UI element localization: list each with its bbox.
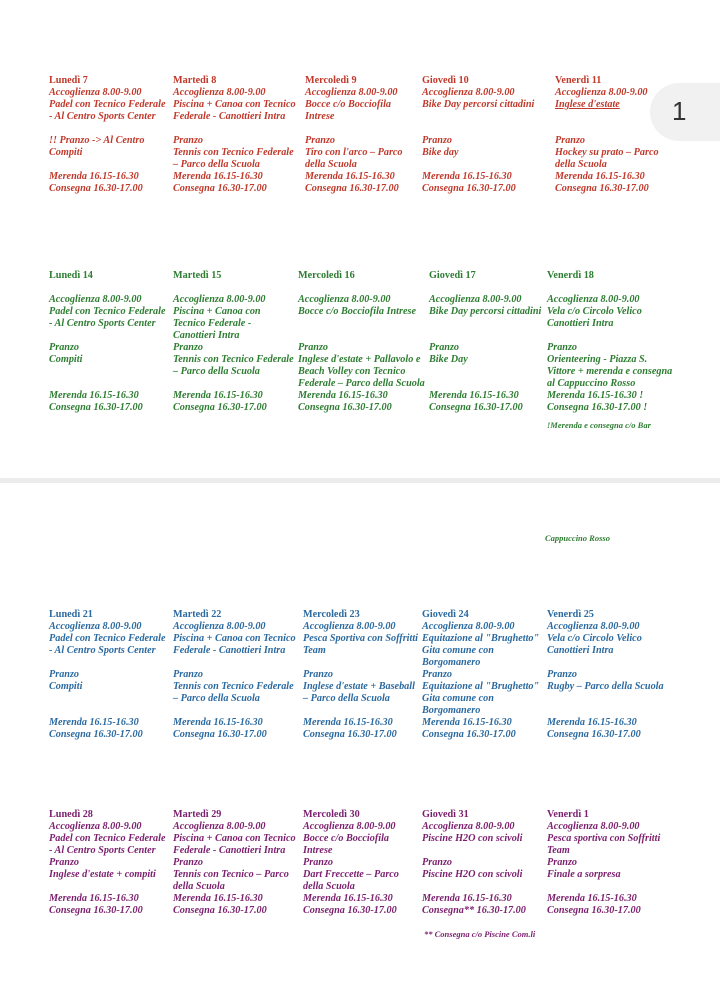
schedule-line: Piscine H2O con scivoli <box>422 833 523 844</box>
schedule-line: Pranzo <box>173 135 204 146</box>
schedule-line: Consegna 16.30-17.00 <box>298 402 392 413</box>
schedule-line: Bocce c/o Bocciofila <box>305 99 391 110</box>
schedule-line: Accoglienza 8.00-9.00 <box>49 821 142 832</box>
schedule-line: Merenda 16.15-16.30 <box>49 717 139 728</box>
schedule-line <box>555 111 659 123</box>
schedule-line: Inglese d'estate <box>555 99 620 110</box>
schedule-line: Pranzo <box>298 342 329 353</box>
schedule-line: Consegna 16.30-17.00 <box>429 402 523 413</box>
day-column <box>555 75 659 195</box>
schedule-line: Pranzo <box>49 857 80 868</box>
schedule-line: Pranzo <box>547 669 578 680</box>
schedule-line: Accoglienza 8.00-9.00 <box>555 87 648 98</box>
schedule-line: Consegna 16.30-17.00 <box>173 905 267 916</box>
day-title: Giovedì 31 <box>422 809 469 820</box>
schedule-line: Canottieri Intra <box>173 330 240 341</box>
schedule-line: Team <box>303 645 326 656</box>
schedule-line: Pesca sportiva con Soffritti <box>547 833 661 844</box>
day-title: Martedì 15 <box>173 270 222 281</box>
schedule-line: Merenda 16.15-16.30 <box>303 893 393 904</box>
schedule-line: Intrese <box>303 845 333 856</box>
schedule-line: Rugby – Parco della Scuola <box>547 681 664 692</box>
schedule-line: Accoglienza 8.00-9.00 <box>305 87 398 98</box>
schedule-line: Dart Freccette – Parco <box>303 869 399 880</box>
schedule-line <box>49 159 165 171</box>
day-column <box>173 809 296 917</box>
schedule-line: Pranzo <box>555 135 586 146</box>
schedule-line: Equitazione al "Brughetto" <box>422 681 540 692</box>
schedule-line: Merenda 16.15-16.30 <box>555 171 645 182</box>
schedule-line: della Scuola <box>173 881 225 892</box>
schedule-line: Accoglienza 8.00-9.00 <box>49 621 142 632</box>
schedule-line: Bike Day percorsi cittadini <box>422 99 535 110</box>
schedule-line: Beach Volley con Tecnico <box>298 366 406 377</box>
day-column <box>49 75 165 195</box>
schedule-line: Merenda 16.15-16.30 ! <box>547 390 644 401</box>
schedule-line: Borgomanero <box>422 705 481 716</box>
day-column <box>49 809 165 917</box>
day-title: Giovedì 24 <box>422 609 469 620</box>
day-title: Lunedì 28 <box>49 809 93 820</box>
schedule-line: Accoglienza 8.00-9.00 <box>173 821 266 832</box>
schedule-line: Pranzo <box>173 857 204 868</box>
schedule-line: Piscina + Canoa con Tecnico <box>173 833 296 844</box>
schedule-line: Accoglienza 8.00-9.00 <box>298 294 391 305</box>
schedule-line: Tennis con Tecnico Federale <box>173 354 294 365</box>
schedule-line: Tennis con Tecnico Federale <box>173 681 294 692</box>
schedule-line: Consegna 16.30-17.00 <box>49 905 143 916</box>
schedule-line: Federale – Parco della Scuola <box>298 378 425 389</box>
schedule-line: Inglese d'estate + compiti <box>49 869 156 880</box>
schedule-line: Bike Day <box>429 354 468 365</box>
schedule-line: Inglese d'estate + Pallavolo e <box>298 354 421 365</box>
schedule-line: Consegna 16.30-17.00 <box>547 729 641 740</box>
schedule-line: Tecnico Federale - <box>173 318 252 329</box>
schedule-line: Merenda 16.15-16.30 <box>422 893 512 904</box>
day-column <box>298 270 425 414</box>
schedule-line: Merenda 16.15-16.30 <box>173 171 263 182</box>
day-title: Lunedì 14 <box>49 270 93 281</box>
day-title: Venerdì 25 <box>547 609 594 620</box>
schedule-line: Pranzo <box>429 342 460 353</box>
schedule-line: Compiti <box>49 147 83 158</box>
day-title: Venerdì 11 <box>555 75 602 86</box>
schedule-line: Merenda 16.15-16.30 <box>305 171 395 182</box>
schedule-line: Merenda 16.15-16.30 <box>422 717 512 728</box>
schedule-line: Padel con Tecnico Federale <box>49 833 166 844</box>
schedule-line: Piscine H2O con scivoli <box>422 869 523 880</box>
schedule-line: Vittore + merenda e consegna <box>547 366 673 377</box>
schedule-line: Accoglienza 8.00-9.00 <box>547 821 640 832</box>
schedule-line: Merenda 16.15-16.30 <box>49 171 139 182</box>
schedule-line: della Scuola <box>305 159 357 170</box>
day-column <box>173 75 296 195</box>
schedule-line: Consegna 16.30-17.00 <box>303 905 397 916</box>
schedule-line: Consegna 16.30-17.00 ! <box>547 402 648 413</box>
schedule-line: Consegna 16.30-17.00 <box>422 183 516 194</box>
schedule-line: Equitazione al "Brughetto" <box>422 633 540 644</box>
schedule-line: !! Pranzo -> Al Centro <box>49 135 145 146</box>
schedule-line: Piscina + Canoa con Tecnico <box>173 633 296 644</box>
schedule-line: Tennis con Tecnico – Parco <box>173 869 289 880</box>
schedule-line: Bike Day percorsi cittadini <box>429 306 542 317</box>
schedule-line: Compiti <box>49 354 83 365</box>
schedule-line: Consegna 16.30-17.00 <box>49 183 143 194</box>
schedule-line: Consegna 16.30-17.00 <box>305 183 399 194</box>
schedule-line: - Al Centro Sports Center <box>49 318 156 329</box>
schedule-line: Consegna 16.30-17.00 <box>422 729 516 740</box>
schedule-line: Pranzo <box>49 669 80 680</box>
schedule-line: della Scuola <box>555 159 607 170</box>
schedule-line: Accoglienza 8.00-9.00 <box>547 621 640 632</box>
schedule-line: Inglese d'estate + Baseball <box>303 681 415 692</box>
schedule-line: Tiro con l'arco – Parco <box>305 147 403 158</box>
day-column <box>303 809 399 917</box>
schedule-line: della Scuola <box>303 881 355 892</box>
schedule-line: Accoglienza 8.00-9.00 <box>303 621 396 632</box>
schedule-line: Piscina + Canoa con <box>173 306 261 317</box>
schedule-line: Merenda 16.15-16.30 <box>429 390 519 401</box>
schedule-line: Merenda 16.15-16.30 <box>49 390 139 401</box>
day-column <box>547 270 672 414</box>
day-column <box>547 809 660 917</box>
schedule-line: - Al Centro Sports Center <box>49 645 156 656</box>
schedule-line: Accoglienza 8.00-9.00 <box>422 87 515 98</box>
schedule-line: Consegna 16.30-17.00 <box>173 183 267 194</box>
schedule-line: Team <box>547 845 570 856</box>
day-column <box>173 270 294 414</box>
schedule-line: Padel con Tecnico Federale <box>49 633 166 644</box>
day-title: Martedì 22 <box>173 609 222 620</box>
schedule-line: Padel con Tecnico Federale <box>49 99 166 110</box>
schedule-line: Accoglienza 8.00-9.00 <box>422 821 515 832</box>
schedule-line: Bocce c/o Bocciofila <box>303 833 389 844</box>
schedule-line: Pranzo <box>303 669 334 680</box>
schedule-line: – Parco della Scuola <box>303 693 390 704</box>
schedule-line: Federale - Canottieri Intra <box>173 645 286 656</box>
schedule-line: Padel con Tecnico Federale <box>49 306 166 317</box>
schedule-line: Consegna 16.30-17.00 <box>173 402 267 413</box>
schedule-line: Pranzo <box>422 135 453 146</box>
schedule-line: Accoglienza 8.00-9.00 <box>422 621 515 632</box>
schedule-line: Pranzo <box>173 342 204 353</box>
schedule-line: Accoglienza 8.00-9.00 <box>173 294 266 305</box>
schedule-line: Pranzo <box>422 857 453 868</box>
schedule-line: Accoglienza 8.00-9.00 <box>49 87 142 98</box>
day-title: Giovedì 17 <box>429 270 476 281</box>
schedule-line <box>422 111 534 123</box>
schedule-line: Consegna 16.30-17.00 <box>547 905 641 916</box>
day-title: Venerdì 18 <box>547 270 594 281</box>
day-title: Mercoledì 16 <box>298 270 355 281</box>
schedule-line: Piscina + Canoa con Tecnico <box>173 99 296 110</box>
schedule-line: Merenda 16.15-16.30 <box>547 893 637 904</box>
schedule-line: Pranzo <box>305 135 336 146</box>
schedule-line: Federale - Canottieri Intra <box>173 845 286 856</box>
schedule-line: – Parco della Scuola <box>173 693 260 704</box>
schedule-line: Pranzo <box>303 857 334 868</box>
schedule-line: Accoglienza 8.00-9.00 <box>303 821 396 832</box>
day-column <box>547 609 664 741</box>
schedule-line: Merenda 16.15-16.30 <box>173 717 263 728</box>
day-column <box>173 609 296 741</box>
day-title: Martedì 8 <box>173 75 217 86</box>
schedule-line: Accoglienza 8.00-9.00 <box>49 294 142 305</box>
schedule-line: Merenda 16.15-16.30 <box>173 390 263 401</box>
schedule-line: - Al Centro Sports Center <box>49 845 156 856</box>
footnote: ** Consegna c/o Piscine Com.li <box>424 929 536 939</box>
schedule-line: Gita comune con <box>422 693 494 704</box>
day-column <box>422 609 539 741</box>
schedule-line: Accoglienza 8.00-9.00 <box>173 87 266 98</box>
schedule-line: Compiti <box>49 681 83 692</box>
schedule-line: Accoglienza 8.00-9.00 <box>429 294 522 305</box>
schedule-line: Consegna 16.30-17.00 <box>173 729 267 740</box>
schedule-line: Consegna 16.30-17.00 <box>303 729 397 740</box>
day-column <box>49 609 165 741</box>
schedule-line: Merenda 16.15-16.30 <box>298 390 388 401</box>
schedule-line: Merenda 16.15-16.30 <box>303 717 393 728</box>
day-title: Venerdì 1 <box>547 809 589 820</box>
schedule-line: Vela c/o Circolo Velico <box>547 633 642 644</box>
footnote: !Merenda e consegna c/o Bar <box>547 420 651 430</box>
schedule-line: Bocce c/o Bocciofila Intrese <box>298 306 416 317</box>
schedule-line: Merenda 16.15-16.30 <box>173 893 263 904</box>
day-title: Mercoledì 30 <box>303 809 360 820</box>
footnote: Cappuccino Rosso <box>545 533 610 543</box>
day-title: Lunedì 7 <box>49 75 88 86</box>
schedule-line: Pranzo <box>49 342 80 353</box>
schedule-line: Borgomanero <box>422 657 481 668</box>
schedule-line: Canottieri Intra <box>547 318 614 329</box>
schedule-line: Orienteering - Piazza S. <box>547 354 648 365</box>
day-column <box>303 609 418 741</box>
schedule-line: Pranzo <box>422 669 453 680</box>
schedule-line: Consegna** 16.30-17.00 <box>422 905 526 916</box>
schedule-line <box>422 159 534 171</box>
day-column <box>422 809 526 917</box>
schedule-line: - Al Centro Sports Center <box>49 111 156 122</box>
schedule-line: Hockey su prato – Parco <box>555 147 659 158</box>
schedule-line: Consegna 16.30-17.00 <box>49 402 143 413</box>
schedule-line: – Parco della Scuola <box>173 366 260 377</box>
schedule-line: Consegna 16.30-17.00 <box>555 183 649 194</box>
schedule-line: Tennis con Tecnico Federale <box>173 147 294 158</box>
schedule-line: Gita comune con <box>422 645 494 656</box>
schedule-line: Bike day <box>422 147 459 158</box>
day-title: Lunedì 21 <box>49 609 93 620</box>
day-column <box>422 75 534 195</box>
day-column <box>49 270 165 414</box>
schedule-line: Merenda 16.15-16.30 <box>422 171 512 182</box>
day-title: Martedì 29 <box>173 809 222 820</box>
day-title: Mercoledì 23 <box>303 609 360 620</box>
day-title: Giovedì 10 <box>422 75 469 86</box>
day-title: Mercoledì 9 <box>305 75 357 86</box>
schedule-line: Accoglienza 8.00-9.00 <box>547 294 640 305</box>
schedule-line: Merenda 16.15-16.30 <box>547 717 637 728</box>
schedule-line: Accoglienza 8.00-9.00 <box>173 621 266 632</box>
schedule-line: Vela c/o Circolo Velico <box>547 306 642 317</box>
schedule-line: Consegna 16.30-17.00 <box>49 729 143 740</box>
day-column <box>429 270 541 414</box>
schedule-line: Pranzo <box>547 342 578 353</box>
schedule-line: Pranzo <box>547 857 578 868</box>
schedule-line: – Parco della Scuola <box>173 159 260 170</box>
schedule-line: Canottieri Intra <box>547 645 614 656</box>
day-column <box>305 75 403 195</box>
schedule-line: Federale - Canottieri Intra <box>173 111 286 122</box>
schedule-line: al Cappuccino Rosso <box>547 378 636 389</box>
page-separator <box>0 478 720 483</box>
schedule-line: Merenda 16.15-16.30 <box>49 893 139 904</box>
schedule-line: Intrese <box>305 111 335 122</box>
page-number: 1 <box>672 96 687 126</box>
schedule-line: Pranzo <box>173 669 204 680</box>
schedule-line: Pesca Sportiva con Soffritti <box>303 633 418 644</box>
schedule-line: Finale a sorpresa <box>547 869 621 880</box>
